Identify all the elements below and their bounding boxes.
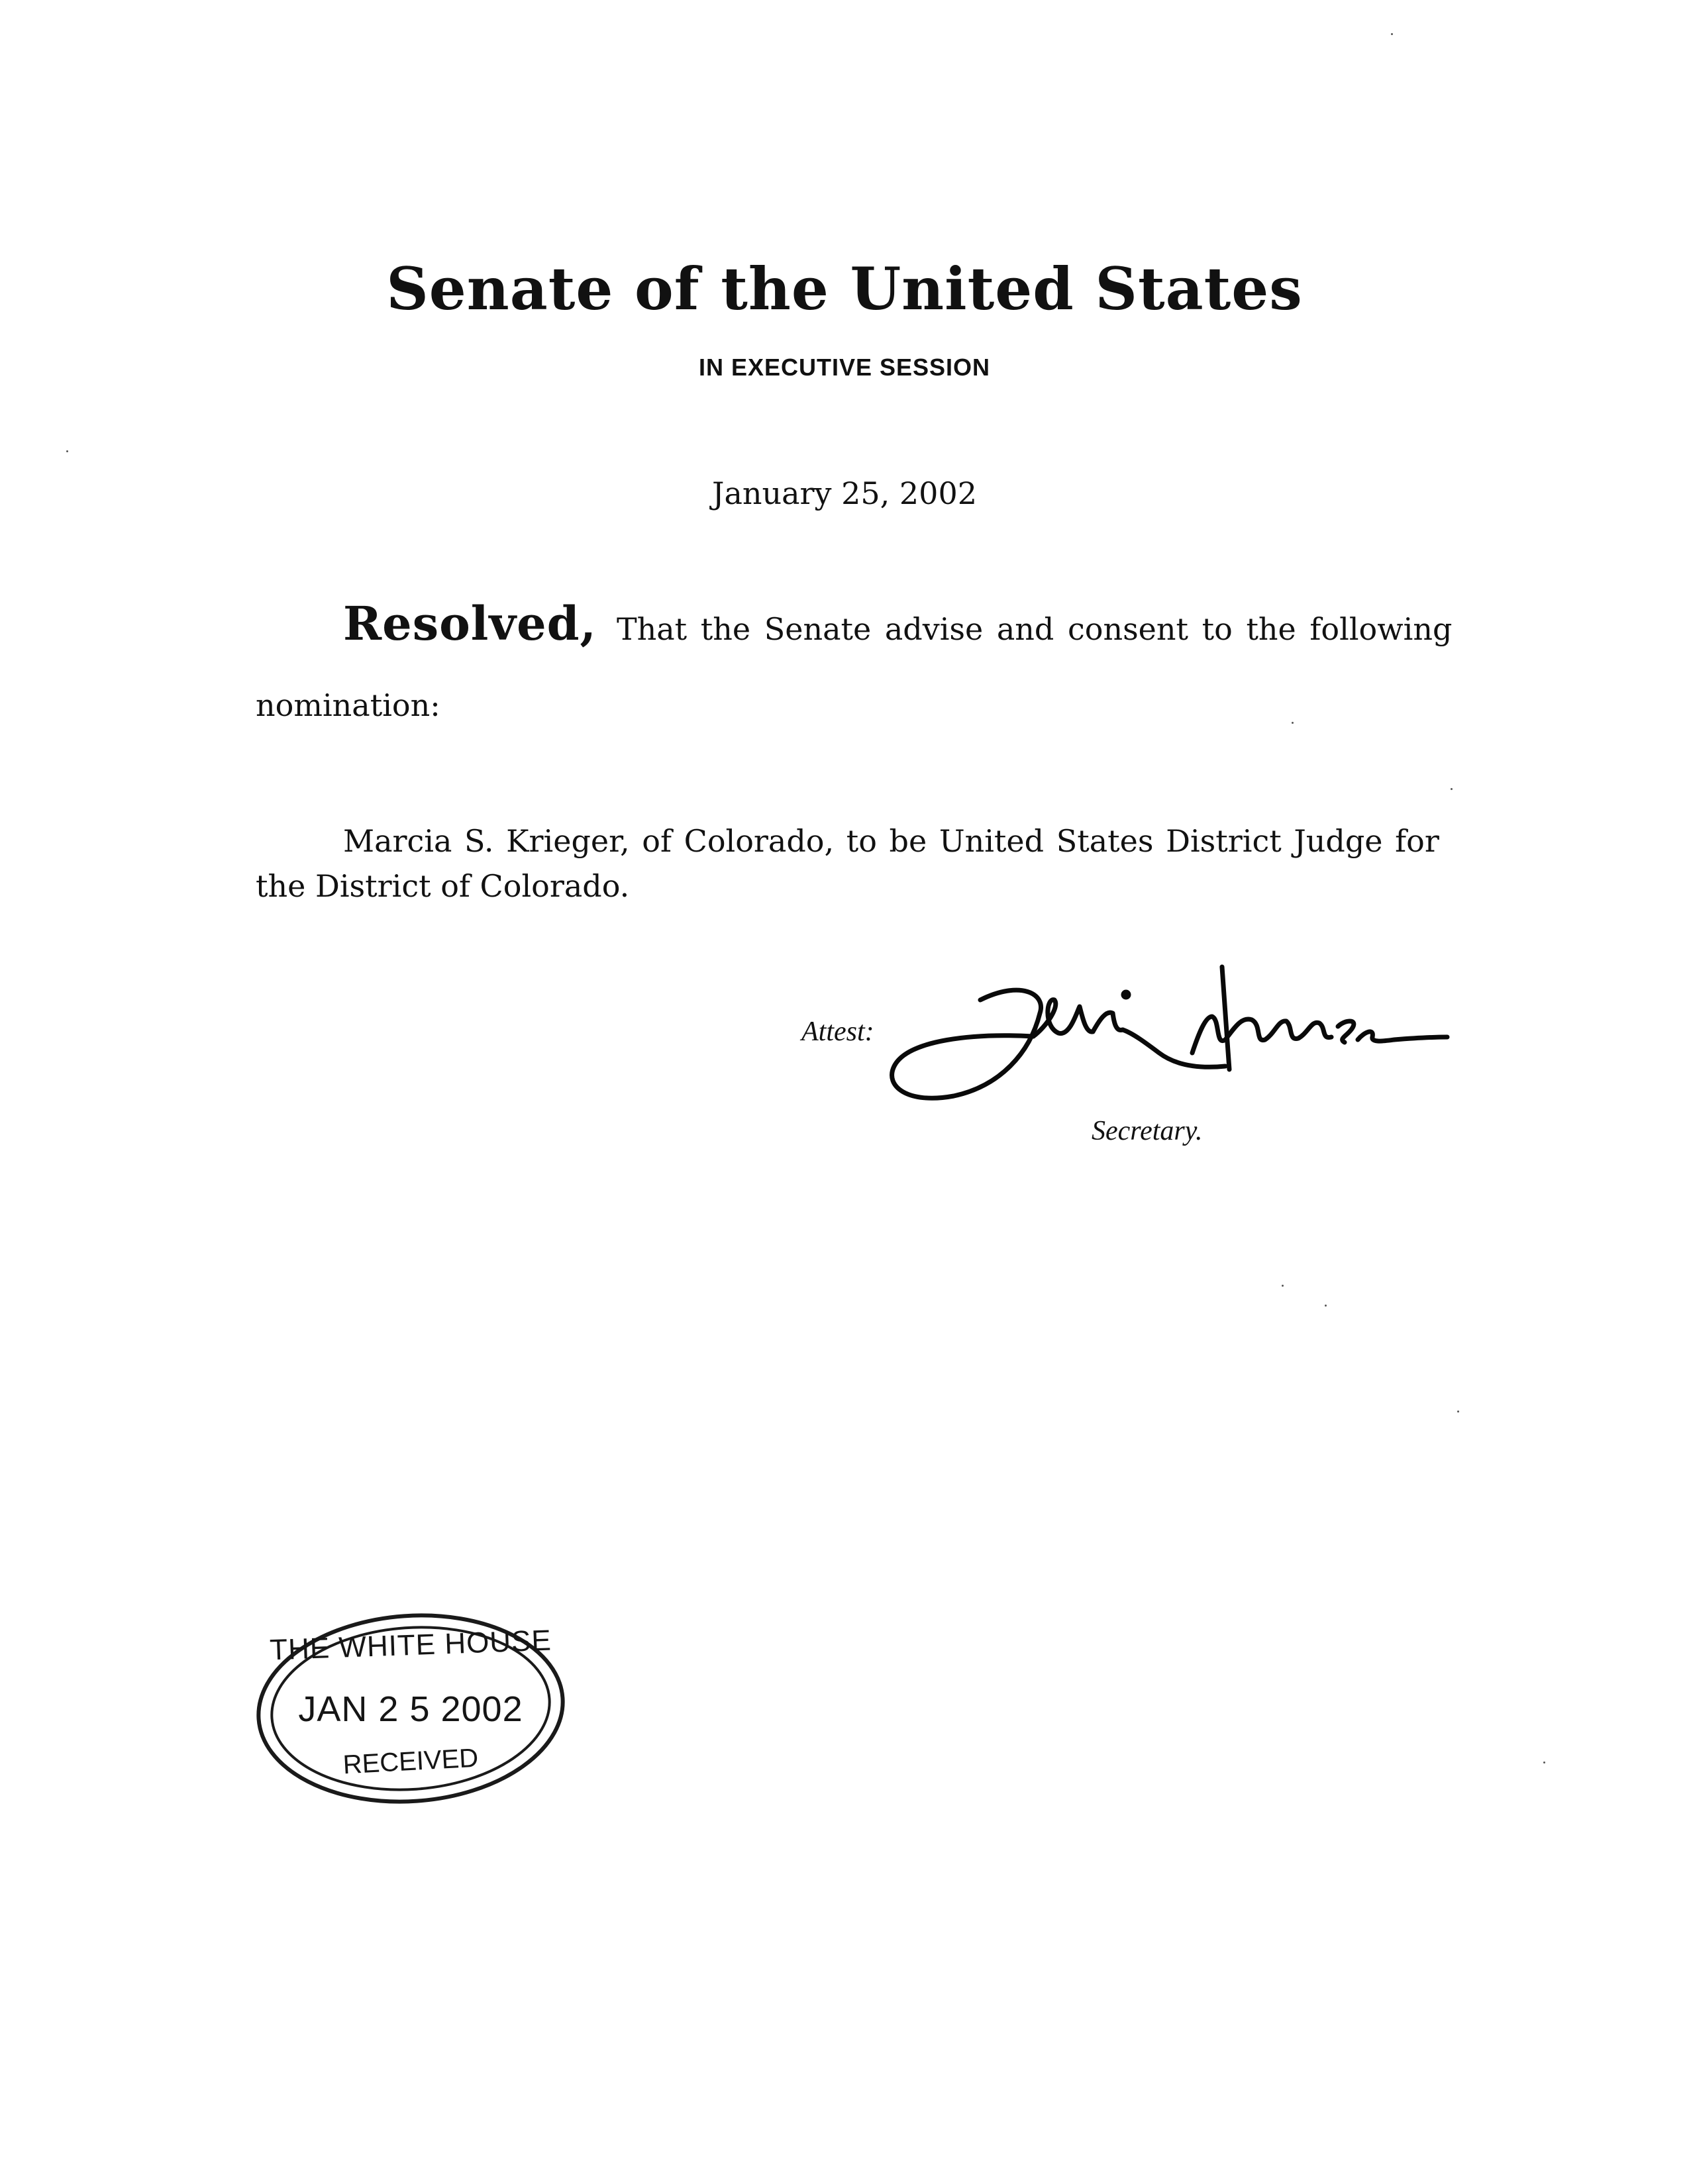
- scan-speck: [66, 450, 68, 452]
- resolved-word: Resolved,: [343, 596, 597, 651]
- white-house-received-stamp: [252, 1609, 570, 1808]
- secretary-signature: [881, 954, 1451, 1113]
- resolution-continuation: nomination:: [256, 687, 440, 723]
- scan-speck: [1292, 722, 1294, 724]
- scan-speck: [1451, 788, 1453, 790]
- nominee-line-1: Marcia S. Krieger, of Colorado, to be United States District Judge for: [343, 823, 1439, 859]
- secretary-label: Secretary.: [1092, 1116, 1203, 1146]
- session-subtitle: IN EXECUTIVE SESSION: [698, 354, 991, 381]
- scan-speck: [1282, 1285, 1284, 1287]
- scan-speck: [1391, 33, 1393, 35]
- nominee-line-2: the District of Colorado.: [256, 868, 630, 904]
- document-title: Senate of the United States: [386, 254, 1303, 323]
- attest-label: Attest:: [801, 1017, 874, 1047]
- nominee-paragraph: [256, 819, 1448, 909]
- resolution-paragraph: [343, 596, 1453, 651]
- scan-speck: [1325, 1305, 1327, 1307]
- scan-speck: [1457, 1411, 1459, 1413]
- stamp-top-text: THE WHITE HOUSE: [269, 1624, 552, 1667]
- resolution-text: That the Senate advise and consent to the following: [616, 611, 1453, 647]
- scan-speck: [1543, 1762, 1545, 1763]
- resolution-date: January 25, 2002: [712, 475, 977, 511]
- stamp-date-text: JAN 2 5 2002: [298, 1689, 523, 1729]
- stamp-bottom-text: RECEIVED: [342, 1743, 480, 1780]
